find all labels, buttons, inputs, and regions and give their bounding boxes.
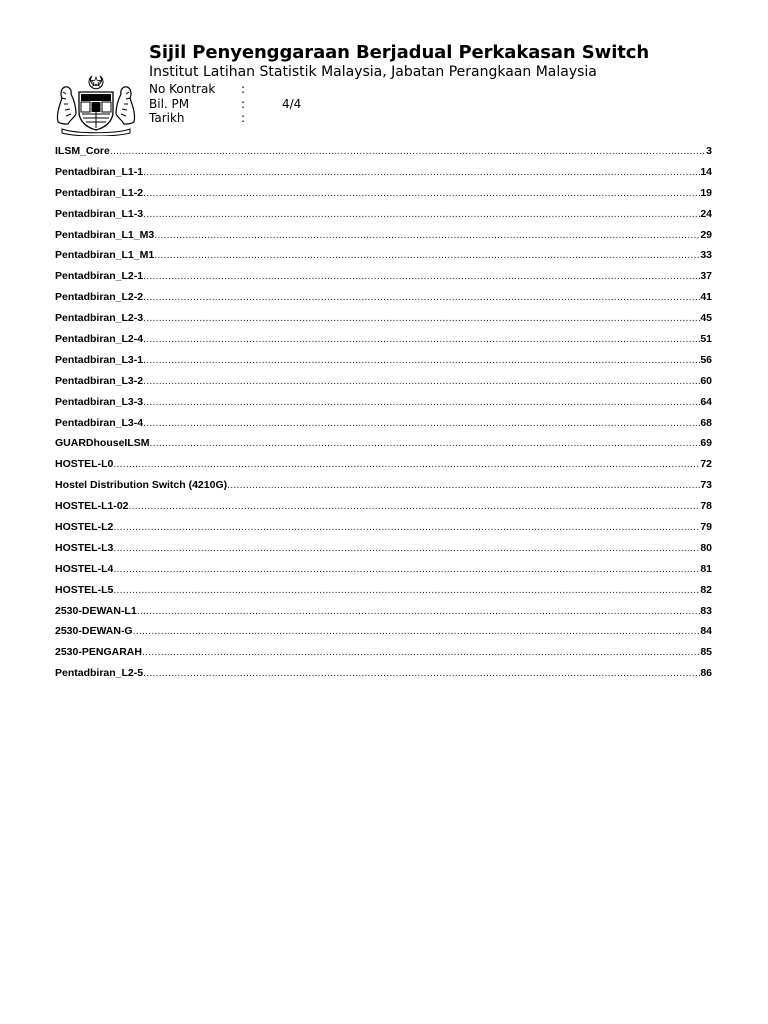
toc-entry-page-number: 60: [700, 374, 712, 387]
document-header: [0, 0, 768, 140]
toc-entry-title: Pentadbiran_L1-3: [55, 207, 144, 220]
meta-label: No Kontrak: [149, 82, 216, 96]
toc-entry[interactable]: [55, 454, 712, 475]
toc-dot-leader: [113, 559, 700, 580]
toc-entry-page-number: 37: [700, 270, 712, 283]
toc-entry[interactable]: [55, 350, 712, 371]
toc-entry[interactable]: [55, 141, 712, 162]
toc-entry-page-number: 41: [700, 291, 712, 304]
toc-entry-title: Pentadbiran_L1_M1: [55, 249, 155, 262]
toc-entry[interactable]: [55, 517, 712, 538]
toc-entry[interactable]: [55, 580, 712, 601]
toc-entry-title: Pentadbiran_L1-2: [55, 186, 144, 199]
toc-entry[interactable]: [55, 162, 712, 183]
toc-entry-title: 2530-PENGARAH: [55, 646, 142, 659]
toc-entry[interactable]: [55, 413, 712, 434]
toc-dot-leader: [129, 496, 701, 517]
toc-entry-page-number: 33: [700, 249, 712, 262]
toc-entry[interactable]: [55, 621, 712, 642]
toc-entry[interactable]: [55, 601, 712, 622]
toc-dot-leader: [143, 350, 700, 371]
toc-dot-leader: [143, 287, 700, 308]
toc-entry[interactable]: [55, 392, 712, 413]
toc-dot-leader: [150, 433, 701, 454]
toc-entry[interactable]: [55, 496, 712, 517]
toc-entry[interactable]: [55, 559, 712, 580]
toc-dot-leader: [110, 141, 706, 162]
toc-entry-page-number: 72: [700, 458, 712, 471]
toc-entry-title: HOSTEL-L5: [55, 583, 114, 596]
toc-dot-leader: [113, 580, 700, 601]
toc-entry[interactable]: [55, 475, 712, 496]
toc-entry-page-number: 81: [700, 562, 712, 575]
meta-colon: :: [241, 111, 246, 125]
meta-colon: :: [241, 97, 246, 111]
toc-entry-title: Pentadbiran_L2-1: [55, 270, 144, 283]
toc-dot-leader: [143, 308, 700, 329]
toc-entry[interactable]: [55, 308, 712, 329]
table-of-contents: [55, 141, 712, 684]
toc-entry-title: Pentadbiran_L1_M3: [55, 228, 155, 241]
toc-entry-title: GUARDhouseILSM: [55, 437, 150, 450]
toc-entry[interactable]: [55, 183, 712, 204]
toc-entry-title: Pentadbiran_L1-1: [55, 165, 144, 178]
toc-entry[interactable]: [55, 433, 712, 454]
toc-entry-title: ILSM_Core: [55, 145, 110, 157]
toc-entry-page-number: 45: [700, 312, 712, 325]
toc-dot-leader: [143, 371, 700, 392]
toc-dot-leader: [143, 663, 700, 684]
toc-entry-page-number: 14: [700, 165, 712, 178]
toc-entry-page-number: 19: [700, 186, 712, 199]
toc-entry-page-number: 68: [700, 416, 712, 429]
toc-entry[interactable]: [55, 329, 712, 350]
toc-entry-page-number: 56: [700, 353, 712, 366]
toc-entry-title: Pentadbiran_L3-2: [55, 374, 144, 387]
toc-entry-title: Pentadbiran_L2-4: [55, 333, 144, 346]
toc-entry-page-number: 82: [700, 583, 712, 596]
document-title: Sijil Penyenggaraan Berjadual Perkakasan Switch: [149, 42, 650, 63]
toc-entry-page-number: 73: [700, 479, 712, 492]
toc-entry-title: 2530-DEWAN-G: [55, 625, 133, 638]
toc-entry-page-number: 83: [700, 604, 712, 617]
toc-entry-title: Pentadbiran_L3-3: [55, 395, 144, 408]
toc-entry-page-number: 79: [700, 521, 712, 534]
toc-dot-leader: [143, 392, 700, 413]
meta-value: 4/4: [282, 97, 302, 111]
toc-entry-page-number: 69: [700, 437, 712, 450]
meta-colon: :: [241, 82, 246, 96]
toc-dot-leader: [137, 601, 701, 622]
toc-entry[interactable]: [55, 245, 712, 266]
document-subtitle: Institut Latihan Statistik Malaysia, Jabatan Perangkaan Malaysia: [149, 64, 597, 80]
toc-dot-leader: [227, 475, 700, 496]
toc-entry[interactable]: [55, 663, 712, 684]
toc-dot-leader: [143, 204, 700, 225]
toc-entry-title: Pentadbiran_L3-4: [55, 416, 144, 429]
toc-entry-page-number: 78: [700, 500, 712, 513]
toc-dot-leader: [154, 245, 700, 266]
toc-entry-title: HOSTEL-L1-02: [55, 500, 129, 513]
toc-entry-page-number: 85: [700, 646, 712, 659]
toc-entry-title: HOSTEL-L2: [55, 521, 114, 534]
toc-entry[interactable]: [55, 287, 712, 308]
toc-entry[interactable]: [55, 225, 712, 246]
toc-entry-page-number: 84: [700, 625, 712, 638]
toc-dot-leader: [142, 642, 700, 663]
toc-dot-leader: [143, 413, 700, 434]
toc-entry[interactable]: [55, 371, 712, 392]
toc-entry[interactable]: [55, 538, 712, 559]
toc-entry-title: HOSTEL-L4: [55, 562, 114, 575]
toc-entry-page-number: 86: [700, 667, 712, 680]
toc-entry-title: 2530-DEWAN-L1: [55, 604, 137, 617]
toc-dot-leader: [143, 329, 700, 350]
toc-entry-title: Pentadbiran_L2-3: [55, 312, 144, 325]
toc-entry[interactable]: [55, 266, 712, 287]
toc-entry-title: Hostel Distribution Switch (4210G): [55, 479, 228, 492]
toc-dot-leader: [143, 183, 700, 204]
toc-entry-title: HOSTEL-L0: [55, 458, 114, 471]
toc-entry-title: Pentadbiran_L2-5: [55, 667, 144, 680]
toc-dot-leader: [113, 538, 700, 559]
toc-entry-page-number: 51: [700, 333, 712, 346]
toc-dot-leader: [154, 225, 700, 246]
toc-dot-leader: [143, 266, 700, 287]
toc-entry-page-number: 64: [700, 395, 712, 408]
toc-entry-page-number: 29: [700, 228, 712, 241]
meta-label: Bil. PM: [149, 97, 190, 111]
toc-entry-page-number: 80: [700, 541, 712, 554]
malaysia-coat-of-arms-icon: [52, 74, 140, 136]
toc-entry[interactable]: [55, 642, 712, 663]
toc-dot-leader: [113, 454, 700, 475]
toc-dot-leader: [133, 621, 701, 642]
toc-entry-title: HOSTEL-L3: [55, 541, 114, 554]
toc-entry-title: Pentadbiran_L2-2: [55, 291, 144, 304]
toc-dot-leader: [113, 517, 700, 538]
toc-entry-page-number: 24: [700, 207, 712, 220]
toc-entry[interactable]: [55, 204, 712, 225]
meta-label: Tarikh: [149, 111, 185, 125]
toc-dot-leader: [143, 162, 700, 183]
toc-entry-page-number: 3: [706, 145, 712, 157]
toc-entry-title: Pentadbiran_L3-1: [55, 353, 144, 366]
